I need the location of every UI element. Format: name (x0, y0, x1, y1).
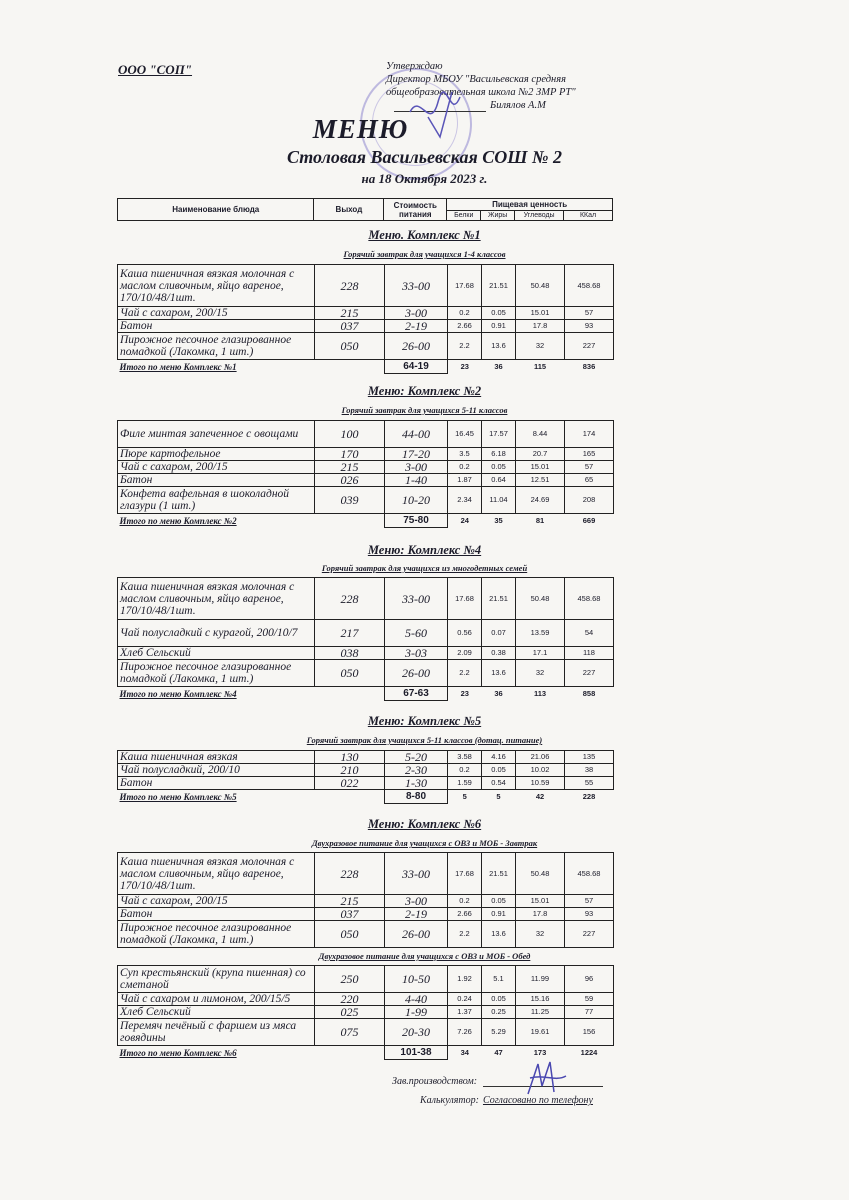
dish-fat: 0.91 (482, 320, 516, 333)
meal-type (0, 563, 849, 573)
total-carbs: 113 (533, 688, 547, 698)
total-price: 75-80 (385, 514, 448, 528)
table-row (118, 487, 614, 514)
dish-price: 5-60 (385, 620, 448, 647)
dish-protein: 1.92 (448, 966, 482, 993)
table-row (118, 764, 614, 777)
complex-title-text: Меню: Комплекс №5 (367, 714, 482, 728)
table-row (118, 993, 614, 1006)
dish-protein: 16.45 (448, 421, 482, 448)
dish-name: Каша пшеничная вязкая молочная с маслом сливочным, яйцо вареное, 170/10/48/1шт. (118, 853, 315, 895)
table-row (118, 461, 614, 474)
dish-name: Чай полусладкий с курагой, 200/10/7 (118, 620, 315, 647)
dish-output: 170 (315, 448, 385, 461)
approver-name: Билялов А.М (490, 100, 546, 111)
dish-protein: 2.2 (448, 333, 482, 360)
dish-name: Суп крестьянский (крупа пшенная) со сметаной (118, 966, 315, 993)
dish-kcal: 65 (565, 474, 614, 487)
dish-protein: 0.56 (448, 620, 482, 647)
dish-kcal: 118 (565, 647, 614, 660)
col-price: Стоимость питания (384, 199, 447, 221)
total-kcal: 1224 (580, 1047, 598, 1057)
col-protein: Белки (447, 211, 481, 221)
dish-protein: 7.26 (448, 1019, 482, 1046)
dish-carbs: 12.51 (516, 474, 565, 487)
total-kcal: 858 (582, 688, 596, 698)
total-protein: 5 (462, 791, 467, 801)
dish-fat: 0.91 (482, 908, 516, 921)
dish-protein: 0.2 (448, 461, 482, 474)
dish-output: 022 (315, 777, 385, 790)
dish-name: Батон (118, 777, 315, 790)
total-protein: 23 (460, 688, 469, 698)
total-row (118, 790, 614, 804)
table-row (118, 421, 614, 448)
dish-price: 1-40 (385, 474, 448, 487)
dish-carbs: 17.8 (516, 320, 565, 333)
total-fat: 36 (494, 688, 503, 698)
table-row (118, 320, 614, 333)
dish-fat: 0.05 (482, 461, 516, 474)
dish-price: 33-00 (385, 265, 448, 307)
total-row (118, 514, 614, 528)
total-protein: 23 (460, 361, 469, 371)
complex-title (0, 817, 849, 832)
dish-protein: 1.59 (448, 777, 482, 790)
dish-carbs: 50.48 (516, 265, 565, 307)
signature-line (483, 1086, 603, 1087)
total-label: Итого по меню Комплекс №5 (119, 791, 237, 802)
complex-title-text: Меню: Комплекс №6 (367, 817, 482, 831)
total-kcal: 836 (582, 361, 596, 371)
dish-protein: 17.68 (448, 265, 482, 307)
calculator-value: Согласовано по телефону (482, 1095, 593, 1106)
meal-type-text: Двухразовое питание для учащихся с ОВЗ и МОБ - Завтрак (311, 838, 538, 848)
approval-block (386, 60, 576, 112)
col-kcal: ККал (564, 211, 613, 221)
complex-title-text: Меню: Комплекс №2 (367, 384, 482, 398)
dish-fat: 21.51 (482, 578, 516, 620)
dish-protein: 0.2 (448, 764, 482, 777)
dish-kcal: 458.68 (565, 578, 614, 620)
dish-price: 3-00 (385, 307, 448, 320)
total-price: 67-63 (385, 687, 448, 701)
dish-kcal: 227 (565, 333, 614, 360)
dish-price: 20-30 (385, 1019, 448, 1046)
dish-kcal: 156 (565, 1019, 614, 1046)
dish-price: 26-00 (385, 660, 448, 687)
menu-table (117, 852, 614, 948)
dish-name: Чай с сахаром, 200/15 (118, 307, 315, 320)
dish-name: Чай с сахаром, 200/15 (118, 461, 315, 474)
total-carbs: 115 (533, 361, 547, 371)
total-fat: 35 (494, 515, 503, 525)
dish-output: 217 (315, 620, 385, 647)
dish-protein: 2.34 (448, 487, 482, 514)
dish-output: 215 (315, 461, 385, 474)
dish-price: 2-19 (385, 320, 448, 333)
table-row (118, 777, 614, 790)
dish-carbs: 8.44 (516, 421, 565, 448)
dish-carbs: 50.48 (516, 853, 565, 895)
complex-title (0, 543, 849, 558)
dish-fat: 11.04 (482, 487, 516, 514)
table-row (118, 448, 614, 461)
table-row (118, 853, 614, 895)
meal-type-text: Горячий завтрак для учащихся 5-11 классов (дотац. питание) (306, 735, 543, 745)
dish-name: Хлеб Сельский (118, 647, 315, 660)
dish-name: Чай с сахаром, 200/15 (118, 895, 315, 908)
dish-output: 038 (315, 647, 385, 660)
dish-protein: 0.24 (448, 993, 482, 1006)
total-label: Итого по меню Комплекс №1 (119, 361, 237, 372)
dish-output: 215 (315, 895, 385, 908)
dish-output: 100 (315, 421, 385, 448)
dish-kcal: 57 (565, 307, 614, 320)
column-header-table (117, 198, 613, 221)
total-row (118, 360, 614, 374)
signature-line (394, 111, 486, 112)
dish-carbs: 21.06 (516, 751, 565, 764)
dish-protein: 1.37 (448, 1006, 482, 1019)
dish-protein: 2.09 (448, 647, 482, 660)
dish-kcal: 57 (565, 461, 614, 474)
dish-carbs: 15.01 (516, 895, 565, 908)
dish-kcal: 174 (565, 421, 614, 448)
dish-carbs: 10.59 (516, 777, 565, 790)
dish-name: Батон (118, 320, 315, 333)
dish-protein: 3.5 (448, 448, 482, 461)
dish-protein: 2.2 (448, 921, 482, 948)
dish-price: 33-00 (385, 853, 448, 895)
col-carbs: Углеводы (515, 211, 564, 221)
dish-output: 215 (315, 307, 385, 320)
table-row (118, 660, 614, 687)
dish-kcal: 57 (565, 895, 614, 908)
dish-output: 210 (315, 764, 385, 777)
dish-carbs: 11.25 (516, 1006, 565, 1019)
dish-output: 130 (315, 751, 385, 764)
meal-type-text: Горячий завтрак для учащихся 1-4 классов (343, 249, 506, 259)
dish-name: Конфета вафельная в шоколадной глазури (1 шт.) (118, 487, 315, 514)
total-carbs: 42 (535, 791, 545, 801)
dish-price: 10-50 (385, 966, 448, 993)
dish-price: 4-40 (385, 993, 448, 1006)
menu-table (117, 750, 614, 804)
total-row (118, 687, 614, 701)
dish-kcal: 55 (565, 777, 614, 790)
total-fat: 36 (494, 361, 503, 371)
table-row (118, 908, 614, 921)
dish-output: 037 (315, 908, 385, 921)
dish-name: Перемяч печёный с фаршем из мяса говядины (118, 1019, 315, 1046)
dish-kcal: 227 (565, 660, 614, 687)
dish-output: 075 (315, 1019, 385, 1046)
dish-kcal: 96 (565, 966, 614, 993)
meal-type (0, 735, 849, 745)
complex-title (0, 714, 849, 729)
dish-fat: 13.6 (482, 660, 516, 687)
meal-type (0, 249, 849, 259)
table-row (118, 1006, 614, 1019)
total-kcal: 228 (582, 791, 596, 801)
dish-price: 10-20 (385, 487, 448, 514)
dish-carbs: 13.59 (516, 620, 565, 647)
dish-name: Каша пшеничная вязкая молочная с маслом сливочным, яйцо вареное, 170/10/48/1шт. (118, 578, 315, 620)
table-row (118, 1019, 614, 1046)
table-row (118, 895, 614, 908)
dish-protein: 17.68 (448, 578, 482, 620)
dish-kcal: 165 (565, 448, 614, 461)
meal-type-text: Горячий завтрак для учащихся из многодетных семей (321, 563, 528, 573)
approval-line: общеобразовательная школа №2 ЗМР РТ" (386, 87, 576, 98)
total-kcal: 669 (582, 515, 596, 525)
table-row (118, 647, 614, 660)
table-row (118, 333, 614, 360)
dish-price: 17-20 (385, 448, 448, 461)
total-protein: 24 (460, 515, 469, 525)
dish-kcal: 227 (565, 921, 614, 948)
dish-output: 050 (315, 921, 385, 948)
dish-price: 2-30 (385, 764, 448, 777)
dish-name: Пюре картофельное (118, 448, 315, 461)
dish-name: Батон (118, 474, 315, 487)
total-protein: 34 (460, 1047, 469, 1057)
table-row (118, 751, 614, 764)
dish-name: Батон (118, 908, 315, 921)
dish-fat: 13.6 (482, 921, 516, 948)
dish-output: 228 (315, 265, 385, 307)
total-price: 101-38 (385, 1046, 448, 1060)
dish-kcal: 93 (565, 908, 614, 921)
dish-name: Каша пшеничная вязкая молочная с маслом сливочным, яйцо вареное, 170/10/48/1шт. (118, 265, 315, 307)
dish-fat: 5.29 (482, 1019, 516, 1046)
meal-type-text: Двухразовое питание для учащихся с ОВЗ и МОБ - Обед (318, 951, 531, 961)
dish-price: 44-00 (385, 421, 448, 448)
meal-type (0, 405, 849, 415)
dish-name: Пирожное песочное глазированное помадкой (Лакомка, 1 шт.) (118, 660, 315, 687)
total-label: Итого по меню Комплекс №2 (119, 515, 237, 526)
dish-carbs: 24.69 (516, 487, 565, 514)
dish-kcal: 135 (565, 751, 614, 764)
menu-table (117, 420, 614, 528)
total-row (118, 1046, 614, 1060)
dish-fat: 0.05 (482, 307, 516, 320)
dish-price: 1-99 (385, 1006, 448, 1019)
dish-carbs: 32 (516, 660, 565, 687)
dish-price: 2-19 (385, 908, 448, 921)
dish-carbs: 19.61 (516, 1019, 565, 1046)
dish-fat: 0.07 (482, 620, 516, 647)
dish-name: Хлеб Сельский (118, 1006, 315, 1019)
menu-date: на 18 Октября 2023 г. (361, 171, 488, 186)
page-subtitle: Столовая Васильевская СОШ № 2 (287, 147, 562, 167)
dish-output: 250 (315, 966, 385, 993)
dish-price: 3-00 (385, 461, 448, 474)
calculator-label: Калькулятор: (420, 1095, 479, 1106)
dish-carbs: 32 (516, 921, 565, 948)
table-row (118, 474, 614, 487)
meal-type (0, 838, 849, 848)
dish-fat: 21.51 (482, 853, 516, 895)
dish-kcal: 77 (565, 1006, 614, 1019)
dish-kcal: 458.68 (565, 265, 614, 307)
dish-name: Чай полусладкий, 200/10 (118, 764, 315, 777)
dish-protein: 2.2 (448, 660, 482, 687)
col-fat: Жиры (481, 211, 515, 221)
production-manager-line (392, 1076, 603, 1087)
dish-protein: 2.66 (448, 320, 482, 333)
dish-kcal: 38 (565, 764, 614, 777)
table-row (118, 620, 614, 647)
dish-fat: 0.05 (482, 764, 516, 777)
dish-fat: 17.57 (482, 421, 516, 448)
dish-fat: 0.05 (482, 895, 516, 908)
dish-fat: 6.18 (482, 448, 516, 461)
complex-title (0, 384, 849, 399)
dish-output: 025 (315, 1006, 385, 1019)
complex-title-text: Меню: Комплекс №4 (367, 543, 482, 557)
total-price: 64-19 (385, 360, 448, 374)
total-fat: 47 (494, 1047, 503, 1057)
col-nutrition: Пищевая ценность (447, 199, 613, 211)
organization-name: ООО "СОП" (118, 62, 193, 77)
dish-protein: 1.87 (448, 474, 482, 487)
page-title: МЕНЮ (312, 114, 409, 144)
dish-carbs: 50.48 (516, 578, 565, 620)
dish-price: 3-03 (385, 647, 448, 660)
dish-price: 1-30 (385, 777, 448, 790)
dish-carbs: 15.01 (516, 461, 565, 474)
col-name: Наименование блюда (118, 199, 314, 221)
total-price: 8-80 (385, 790, 448, 804)
dish-carbs: 17.1 (516, 647, 565, 660)
dish-price: 26-00 (385, 921, 448, 948)
menu-table (117, 965, 614, 1060)
dish-price: 33-00 (385, 578, 448, 620)
dish-fat: 0.38 (482, 647, 516, 660)
table-row (118, 578, 614, 620)
table-row (118, 921, 614, 948)
menu-table (117, 577, 614, 701)
dish-name: Филе минтая запеченное с овощами (118, 421, 315, 448)
meal-type-text: Горячий завтрак для учащихся 5-11 классов (341, 405, 508, 415)
total-carbs: 81 (535, 515, 545, 525)
dish-carbs: 11.99 (516, 966, 565, 993)
dish-name: Каша пшеничная вязкая (118, 751, 315, 764)
dish-fat: 0.25 (482, 1006, 516, 1019)
dish-protein: 0.2 (448, 307, 482, 320)
table-row (118, 307, 614, 320)
dish-output: 037 (315, 320, 385, 333)
dish-carbs: 20.7 (516, 448, 565, 461)
dish-protein: 2.66 (448, 908, 482, 921)
total-carbs: 173 (533, 1047, 547, 1057)
dish-kcal: 59 (565, 993, 614, 1006)
col-output: Выход (314, 199, 384, 221)
dish-output: 228 (315, 578, 385, 620)
dish-carbs: 15.01 (516, 307, 565, 320)
dish-name: Пирожное песочное глазированное помадкой (Лакомка, 1 шт.) (118, 333, 315, 360)
dish-output: 220 (315, 993, 385, 1006)
dish-kcal: 208 (565, 487, 614, 514)
dish-protein: 0.2 (448, 895, 482, 908)
total-label: Итого по меню Комплекс №6 (119, 1047, 237, 1058)
dish-name: Пирожное песочное глазированное помадкой (Лакомка, 1 шт.) (118, 921, 315, 948)
menu-table (117, 264, 614, 374)
dish-output: 026 (315, 474, 385, 487)
dish-fat: 13.6 (482, 333, 516, 360)
complex-title-text: Меню. Комплекс №1 (368, 228, 481, 242)
dish-carbs: 10.02 (516, 764, 565, 777)
dish-kcal: 458.68 (565, 853, 614, 895)
dish-output: 050 (315, 660, 385, 687)
dish-output: 228 (315, 853, 385, 895)
dish-price: 3-00 (385, 895, 448, 908)
dish-fat: 0.05 (482, 993, 516, 1006)
dish-protein: 3.58 (448, 751, 482, 764)
table-row (118, 265, 614, 307)
dish-fat: 5.1 (482, 966, 516, 993)
dish-protein: 17.68 (448, 853, 482, 895)
complex-title (0, 228, 849, 243)
calculator-line (420, 1095, 593, 1106)
table-row (118, 966, 614, 993)
dish-output: 039 (315, 487, 385, 514)
dish-price: 5-20 (385, 751, 448, 764)
dish-carbs: 17.8 (516, 908, 565, 921)
dish-carbs: 15.16 (516, 993, 565, 1006)
approval-line: Директор МБОУ "Васильевская средняя (386, 74, 567, 85)
dish-kcal: 93 (565, 320, 614, 333)
dish-fat: 4.16 (482, 751, 516, 764)
dish-price: 26-00 (385, 333, 448, 360)
meal-type (0, 951, 849, 961)
dish-fat: 0.64 (482, 474, 516, 487)
total-label: Итого по меню Комплекс №4 (119, 688, 237, 699)
production-label: Зав.производством: (392, 1076, 478, 1087)
approval-line: Утверждаю (386, 61, 443, 72)
dish-fat: 0.54 (482, 777, 516, 790)
dish-output: 050 (315, 333, 385, 360)
dish-kcal: 54 (565, 620, 614, 647)
dish-name: Чай с сахаром и лимоном, 200/15/5 (118, 993, 315, 1006)
dish-fat: 21.51 (482, 265, 516, 307)
dish-carbs: 32 (516, 333, 565, 360)
total-fat: 5 (496, 791, 501, 801)
